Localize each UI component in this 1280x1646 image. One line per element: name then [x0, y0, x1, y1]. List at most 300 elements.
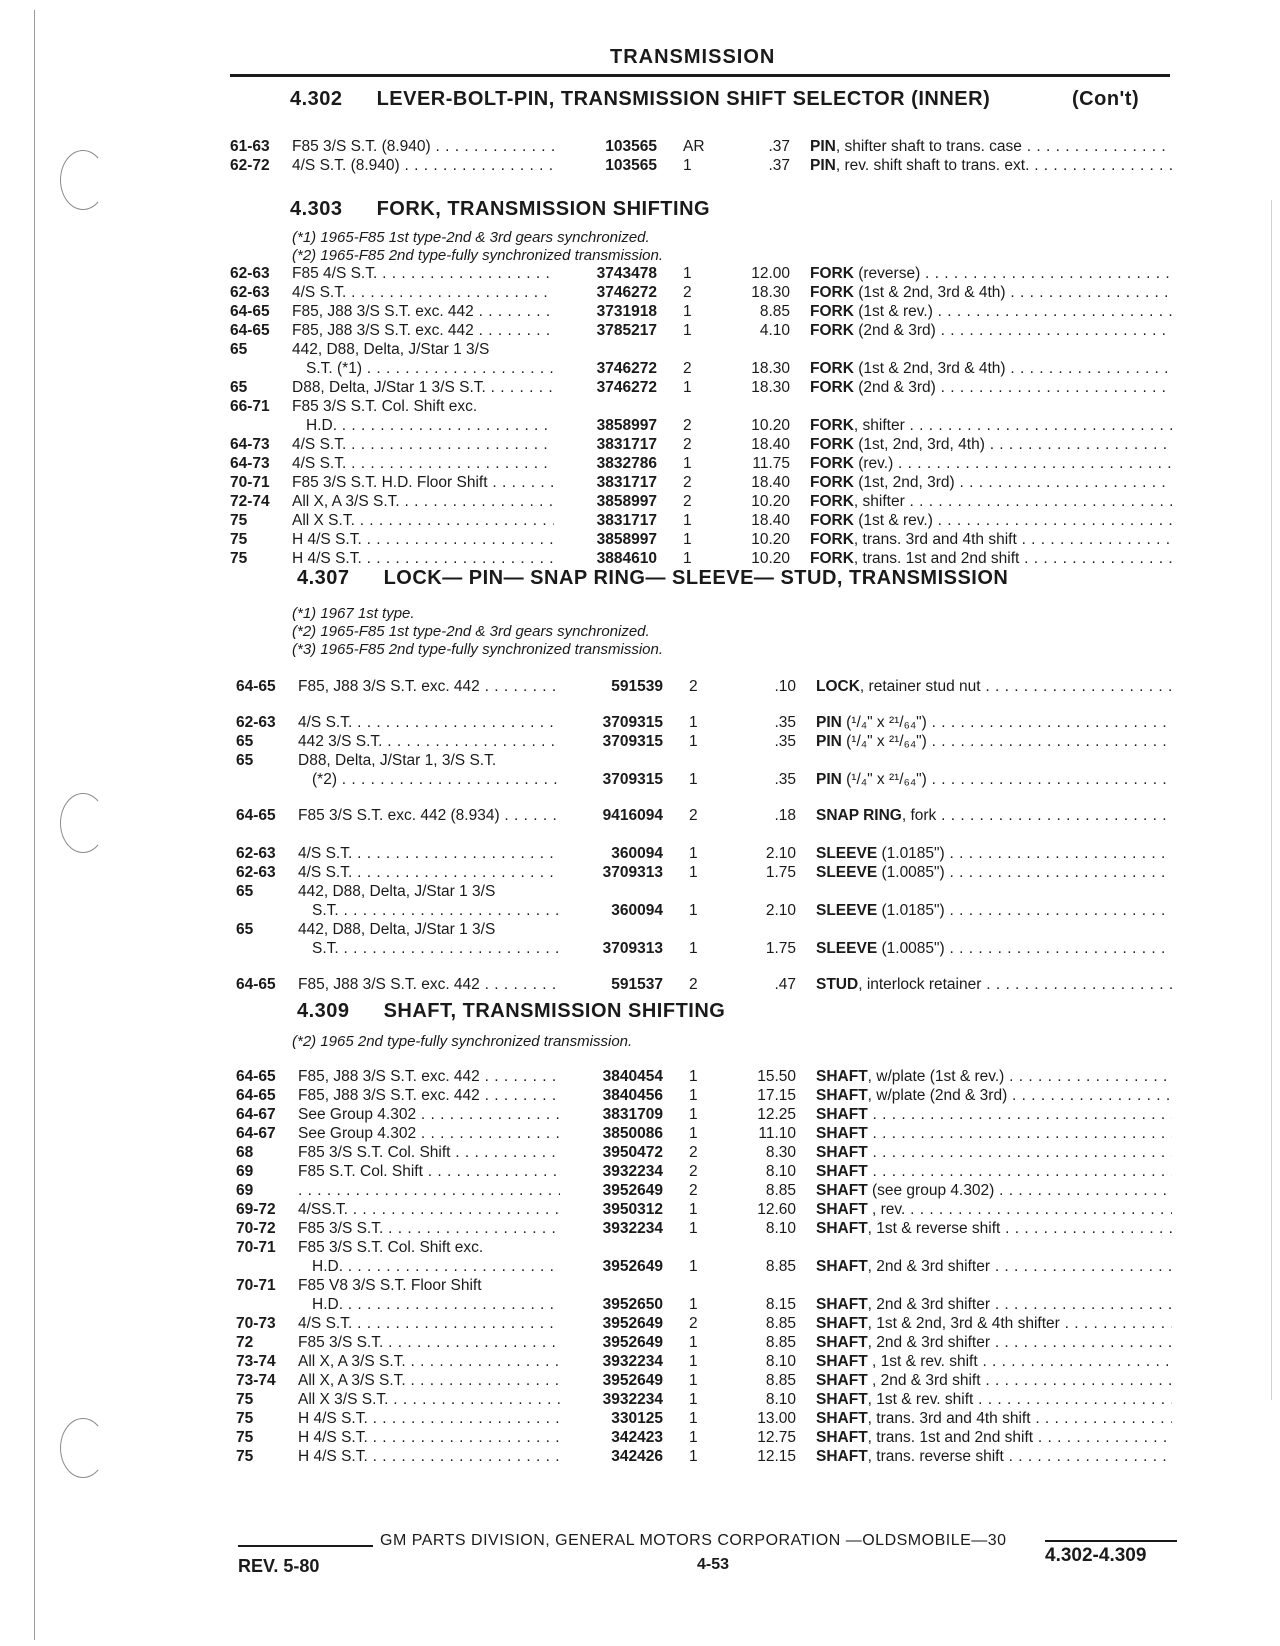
parts-row [0, 1143, 1280, 1163]
row-quantity: 1 [689, 1201, 698, 1218]
row-part-name-detail: (1st & 2nd, 3rd & 4th) [853, 360, 1006, 377]
row-quantity: AR [683, 138, 705, 155]
row-part-number: 3952649 [602, 1334, 663, 1351]
row-part-name-key: SHAFT [816, 1125, 868, 1142]
row-part-name-key: SLEEVE [816, 864, 878, 881]
section-name: LEVER-BOLT-PIN, TRANSMISSION SHIFT SELECTOR (INNER) [376, 88, 991, 110]
parts-row [0, 920, 1280, 940]
parts-row [0, 1409, 1280, 1429]
row-part-name [816, 1257, 1172, 1277]
row-part-name-key: SHAFT [816, 1391, 868, 1408]
section-title [297, 567, 1008, 590]
row-part-name-key: SHAFT [816, 1144, 868, 1161]
row-part-name [816, 1124, 1172, 1144]
row-description: H.D. . . . [312, 1257, 560, 1277]
row-price: 15.50 [757, 1068, 796, 1085]
row-part-name-detail: (2nd & 3rd) [853, 322, 936, 339]
parts-row [0, 863, 1280, 883]
parts-row [0, 1352, 1280, 1372]
row-year: 64-65 [236, 1087, 276, 1104]
row-description: 442, D88, Delta, J/Star 1 3/S [298, 883, 496, 900]
row-part-number: 3952649 [602, 1372, 663, 1389]
row-part-name-detail: , trans. 3rd and 4th shift [853, 531, 1017, 548]
section-continued-label: (Con't) [1072, 88, 1140, 110]
row-part-name-detail: , fork [901, 807, 937, 824]
row-year: 64-67 [236, 1125, 276, 1142]
row-part-number: 3858997 [596, 417, 657, 434]
row-part-name [816, 1105, 1172, 1125]
row-price: .35 [774, 733, 796, 750]
row-year: 73-74 [236, 1353, 276, 1370]
row-description: F85 3/S S.T. Col. Shift exc. [292, 398, 478, 415]
row-price: .35 [774, 771, 796, 788]
parts-row [0, 1219, 1280, 1239]
row-part-number: 3952649 [602, 1258, 663, 1275]
row-quantity: 1 [683, 157, 692, 174]
row-price: 10.20 [751, 550, 790, 567]
row-part-name [810, 416, 1172, 436]
row-price: 12.60 [757, 1201, 796, 1218]
row-price: 18.30 [751, 379, 790, 396]
row-price: .37 [768, 157, 790, 174]
row-part-number: 9416094 [602, 807, 663, 824]
row-part-name-detail: (1.0185") [877, 902, 945, 919]
row-part-name [816, 1409, 1172, 1429]
section-number: 4.309 [297, 1000, 350, 1022]
row-part-number: 3709315 [602, 771, 663, 788]
row-quantity: 1 [689, 1125, 698, 1142]
row-price: 10.20 [751, 493, 790, 510]
row-price: .35 [774, 714, 796, 731]
row-part-number: 3832786 [596, 455, 657, 472]
row-description: F85 3/S S.T. H.D. Floor Shift . . . [292, 473, 554, 493]
row-part-name [810, 302, 1172, 322]
row-part-name-detail: (¹/₄" x ²¹/₆₄") [841, 771, 927, 788]
row-part-name [816, 1200, 1172, 1220]
row-part-name-key: FORK [810, 474, 854, 491]
row-year: 72 [236, 1334, 254, 1351]
row-quantity: 1 [683, 550, 692, 567]
row-year: 64-73 [230, 455, 270, 472]
row-part-name-key: FORK [810, 284, 854, 301]
row-price: 8.85 [765, 1372, 796, 1389]
row-part-name [816, 1295, 1172, 1315]
row-part-number: 3709315 [602, 733, 663, 750]
row-description: D88, Delta, J/Star 1 3/S S.T. . . . [292, 378, 554, 398]
row-year: 62-63 [230, 265, 270, 282]
row-price: 18.40 [751, 512, 790, 529]
row-part-name [810, 283, 1172, 303]
row-price: .10 [774, 678, 796, 695]
section-note: (*2) 1965-F85 2nd type-fully synchronized transmission. [292, 247, 664, 264]
row-part-number: 360094 [611, 902, 663, 919]
row-part-number: 3952649 [602, 1182, 663, 1199]
page-header-title: TRANSMISSION [610, 46, 776, 68]
row-year: 73-74 [236, 1372, 276, 1389]
row-part-name-key: PIN [810, 138, 836, 155]
row-quantity: 1 [689, 714, 698, 731]
row-year: 65 [236, 752, 254, 769]
row-part-name-detail: (1st, 2nd, 3rd) [853, 474, 955, 491]
parts-row [0, 530, 1280, 550]
row-description: 4/S S.T. . . . [298, 1314, 560, 1334]
row-part-name [810, 435, 1172, 455]
row-part-number: 103565 [605, 138, 657, 155]
row-part-name-detail: (see group 4.302) [867, 1182, 995, 1199]
row-part-number: 103565 [605, 157, 657, 174]
row-description: All X, A 3/S S.T. . . . [292, 492, 554, 512]
row-year: 69-72 [236, 1201, 276, 1218]
row-part-number: 3743478 [596, 265, 657, 282]
row-part-number: 330125 [611, 1410, 663, 1427]
section-note: (*2) 1965 2nd type-fully synchronized transmission. [292, 1033, 633, 1050]
row-year: 65 [230, 379, 248, 396]
row-description: 4/S S.T. (8.940) . . . [292, 156, 554, 176]
section-name: LOCK— PIN— SNAP RING— SLEEVE— STUD, TRANSMISSION [383, 567, 1009, 589]
row-price: 8.85 [759, 303, 790, 320]
row-part-name [816, 1219, 1172, 1239]
row-description: 4/SS.T. . . . [298, 1200, 560, 1220]
row-price: 11.75 [752, 455, 790, 472]
row-part-number: 3746272 [596, 360, 657, 377]
section-number: 4.302 [290, 88, 343, 110]
row-quantity: 2 [683, 417, 692, 434]
row-price: 18.40 [751, 474, 790, 491]
row-part-name [810, 156, 1172, 176]
row-part-name [816, 901, 1172, 921]
row-part-name-key: SHAFT [816, 1448, 868, 1465]
row-part-name-detail: , trans. reverse shift [867, 1448, 1004, 1465]
row-part-name [810, 264, 1172, 284]
footer-group-range: 4.302-4.309 [1045, 1545, 1147, 1566]
row-quantity: 1 [689, 1372, 698, 1389]
parts-row [0, 511, 1280, 531]
row-part-name-key: PIN [810, 157, 836, 174]
row-price: 8.85 [765, 1334, 796, 1351]
row-year: 64-65 [236, 678, 276, 695]
section-title [290, 198, 710, 221]
parts-row [0, 1447, 1280, 1467]
row-part-name-key: PIN [816, 771, 842, 788]
row-part-name [816, 863, 1172, 883]
row-part-number: 3840456 [602, 1087, 663, 1104]
row-part-name-detail: (2nd & 3rd) [853, 379, 936, 396]
row-part-number: 3831717 [596, 512, 657, 529]
row-part-name-key: SNAP RING [816, 807, 902, 824]
row-part-name [816, 732, 1172, 752]
row-description: F85, J88 3/S S.T. exc. 442 . . . [298, 677, 560, 697]
footer-rule-right [1045, 1540, 1177, 1542]
row-part-name-key: SHAFT [816, 1410, 868, 1427]
row-year: 70-71 [236, 1239, 276, 1256]
row-part-name-detail: , 2nd & 3rd shift [867, 1372, 981, 1389]
row-price: 8.85 [765, 1182, 796, 1199]
parts-row [0, 939, 1280, 959]
row-part-name-key: SHAFT [816, 1220, 868, 1237]
row-description: All X, A 3/S S.T. . . . [298, 1371, 560, 1391]
row-quantity: 2 [689, 1182, 698, 1199]
row-part-number: 342426 [611, 1448, 663, 1465]
row-year: 75 [236, 1448, 254, 1465]
row-part-name [816, 1314, 1172, 1334]
row-part-name [810, 137, 1172, 157]
row-part-name-key: SHAFT [816, 1163, 868, 1180]
row-part-number: 3850086 [602, 1125, 663, 1142]
parts-row [0, 1428, 1280, 1448]
row-part-name-detail: (1st & rev.) [853, 512, 933, 529]
row-quantity: 1 [689, 1448, 698, 1465]
row-description: F85, J88 3/S S.T. exc. 442 . . . [292, 321, 554, 341]
row-price: 8.10 [765, 1220, 796, 1237]
row-quantity: 2 [689, 1144, 698, 1161]
row-quantity: 1 [689, 1106, 698, 1123]
footer-division: GM PARTS DIVISION, GENERAL MOTORS CORPORATION —OLDSMOBILE—30 [380, 1532, 1007, 1549]
row-description: F85 3/S S.T. Col. Shift exc. [298, 1239, 484, 1256]
section-title [297, 1000, 725, 1023]
row-description: H 4/S S.T. . . . [298, 1447, 560, 1467]
footer-rule-left [238, 1545, 373, 1547]
row-quantity: 1 [683, 303, 692, 320]
row-year: 62-72 [230, 157, 270, 174]
row-price: 4.10 [759, 322, 790, 339]
parts-row [0, 283, 1280, 303]
row-description: 4/S S.T. . . . [292, 435, 554, 455]
row-part-name [816, 1390, 1172, 1410]
row-part-name-key: SHAFT [816, 1429, 868, 1446]
row-part-name [816, 1428, 1172, 1448]
parts-row [0, 882, 1280, 902]
row-description: F85, J88 3/S S.T. exc. 442 . . . [292, 302, 554, 322]
row-part-name-detail: (reverse) [853, 265, 921, 282]
row-description: F85 3/S S.T. exc. 442 (8.934) . . . [298, 806, 560, 826]
row-part-number: 3785217 [596, 322, 657, 339]
parts-row [0, 1314, 1280, 1334]
row-quantity: 1 [683, 512, 692, 529]
row-quantity: 2 [683, 436, 692, 453]
row-part-name-key: SLEEVE [816, 902, 878, 919]
section-note: (*1) 1967 1st type. [292, 605, 415, 622]
row-part-name-detail: (1st & 2nd, 3rd & 4th) [853, 284, 1006, 301]
row-quantity: 2 [683, 360, 692, 377]
row-part-name-key: SHAFT [816, 1106, 868, 1123]
row-price: 12.25 [757, 1106, 796, 1123]
row-part-name [816, 844, 1172, 864]
row-quantity: 1 [689, 1429, 698, 1446]
row-part-number: 360094 [611, 845, 663, 862]
row-year: 64-73 [230, 436, 270, 453]
row-price: 18.30 [751, 360, 790, 377]
row-part-number: 3932234 [602, 1220, 663, 1237]
row-quantity: 2 [689, 678, 698, 695]
parts-row [0, 378, 1280, 398]
row-part-name-detail: (1.0085") [877, 940, 945, 957]
row-price: .37 [768, 138, 790, 155]
row-part-number: 3709313 [602, 864, 663, 881]
section-name: SHAFT, TRANSMISSION SHIFTING [383, 1000, 726, 1022]
row-part-name [816, 1067, 1172, 1087]
row-year: 75 [230, 512, 248, 529]
row-part-name-detail: , w/plate (1st & rev.) [867, 1068, 1005, 1085]
parts-row [0, 1295, 1280, 1315]
row-year: 62-63 [230, 284, 270, 301]
row-part-name [816, 1162, 1172, 1182]
row-description: F85, J88 3/S S.T. exc. 442 . . . [298, 975, 560, 995]
row-price: 12.15 [757, 1448, 796, 1465]
row-part-name-key: SHAFT [816, 1296, 868, 1313]
row-price: 8.10 [765, 1353, 796, 1370]
row-description: F85 3/S S.T. . . . [298, 1333, 560, 1353]
section-name: FORK, TRANSMISSION SHIFTING [376, 198, 711, 220]
row-quantity: 2 [689, 1163, 698, 1180]
row-quantity: 1 [689, 1087, 698, 1104]
parts-row [0, 1105, 1280, 1125]
row-part-name [810, 454, 1172, 474]
row-price: 8.10 [765, 1391, 796, 1408]
row-part-name [816, 770, 1172, 790]
row-part-name-key: FORK [810, 436, 854, 453]
parts-row [0, 1067, 1280, 1087]
row-part-name-detail: , rev. [867, 1201, 906, 1218]
row-part-name [816, 1333, 1172, 1353]
row-part-name-key: SHAFT [816, 1315, 868, 1332]
parts-row [0, 321, 1280, 341]
row-price: 10.20 [751, 417, 790, 434]
row-part-name-key: SHAFT [816, 1372, 868, 1389]
row-quantity: 1 [689, 902, 698, 919]
row-part-name-key: SHAFT [816, 1201, 868, 1218]
row-part-name-detail: (1st & rev.) [853, 303, 933, 320]
row-part-name-key: FORK [810, 379, 854, 396]
row-part-number: 342423 [611, 1429, 663, 1446]
row-part-name [810, 492, 1172, 512]
row-part-name-key: LOCK [816, 678, 860, 695]
row-quantity: 1 [683, 265, 692, 282]
row-price: 8.30 [765, 1144, 796, 1161]
row-description: S.T. . . . [312, 939, 560, 959]
row-year: 66-71 [230, 398, 270, 415]
row-part-name-key: FORK [810, 493, 854, 510]
row-part-name [810, 549, 1172, 569]
row-part-name-detail: (¹/₄" x ²¹/₆₄") [841, 714, 927, 731]
row-part-name-detail: , 1st & rev. shift [867, 1391, 974, 1408]
section-number: 4.303 [290, 198, 343, 220]
row-description: All X S.T. . . . [292, 511, 554, 531]
row-description: H 4/S S.T. . . . [292, 530, 554, 550]
row-description [298, 1181, 560, 1201]
row-part-name-key: FORK [810, 455, 854, 472]
row-price: 1.75 [765, 940, 796, 957]
row-description: F85 4/S S.T. . . . [292, 264, 554, 284]
row-price: 18.30 [751, 284, 790, 301]
row-description: H 4/S S.T. . . . [298, 1428, 560, 1448]
row-year: 65 [230, 341, 248, 358]
row-year: 75 [230, 550, 248, 567]
row-part-name-detail: (1st, 2nd, 3rd, 4th) [853, 436, 985, 453]
row-quantity: 2 [689, 976, 698, 993]
header-rule [230, 74, 1170, 77]
row-part-number: 3950312 [602, 1201, 663, 1218]
row-description: See Group 4.302 . . . [298, 1105, 560, 1125]
row-year: 64-65 [236, 1068, 276, 1085]
row-description: 442, D88, Delta, J/Star 1 3/S [298, 921, 496, 938]
row-part-name-key: FORK [810, 303, 854, 320]
row-part-number: 3831709 [602, 1106, 663, 1123]
row-part-number: 3709313 [602, 940, 663, 957]
row-part-number: 591539 [611, 678, 663, 695]
parts-row [0, 340, 1280, 360]
row-quantity: 1 [689, 864, 698, 881]
row-year: 62-63 [236, 845, 276, 862]
row-year: 70-73 [236, 1315, 276, 1332]
row-year: 64-65 [236, 976, 276, 993]
row-year: 64-65 [236, 807, 276, 824]
row-part-name-key: FORK [810, 265, 854, 282]
row-quantity: 1 [683, 322, 692, 339]
row-year: 70-71 [236, 1277, 276, 1294]
row-year: 64-65 [230, 303, 270, 320]
row-part-name [816, 806, 1172, 826]
parts-row [0, 1257, 1280, 1277]
parts-row [0, 1200, 1280, 1220]
row-description: H.D. . . . [306, 416, 554, 436]
row-price: 2.10 [765, 902, 796, 919]
row-part-name-detail: , 1st & 2nd, 3rd & 4th shifter [867, 1315, 1060, 1332]
row-year: 64-65 [230, 322, 270, 339]
row-part-name [816, 1447, 1172, 1467]
row-part-name-detail: , rev. shift shaft to trans. ext. [835, 157, 1030, 174]
row-part-name-key: SHAFT [816, 1087, 868, 1104]
row-price: .18 [774, 807, 796, 824]
row-part-number: 3858997 [596, 493, 657, 510]
row-part-name-detail: , trans. 1st and 2nd shift [867, 1429, 1034, 1446]
row-part-name-detail: , 1st & rev. shift [867, 1353, 978, 1370]
row-quantity: 1 [683, 379, 692, 396]
row-year: 70-72 [236, 1220, 276, 1237]
row-price: 8.10 [765, 1163, 796, 1180]
row-part-name-key: SHAFT [816, 1353, 868, 1370]
row-part-name-key: SLEEVE [816, 845, 878, 862]
row-description: F85 S.T. Col. Shift . . . [298, 1162, 560, 1182]
row-part-name [816, 1352, 1172, 1372]
row-year: 75 [230, 531, 248, 548]
row-quantity: 1 [689, 1391, 698, 1408]
parts-row [0, 751, 1280, 771]
row-part-name-key: FORK [810, 531, 854, 548]
row-price: 11.10 [758, 1125, 796, 1142]
row-quantity: 1 [689, 1353, 698, 1370]
row-part-name-detail: (1.0185") [877, 845, 945, 862]
row-description: S.T. (*1) . . . [306, 359, 554, 379]
row-part-name [816, 975, 1172, 995]
row-quantity: 1 [689, 1410, 698, 1427]
row-price: 18.40 [751, 436, 790, 453]
row-year: 68 [236, 1144, 254, 1161]
row-part-name-key: FORK [810, 512, 854, 529]
row-part-name-detail: , 2nd & 3rd shifter [867, 1334, 991, 1351]
row-quantity: 1 [689, 1334, 698, 1351]
parts-row [0, 156, 1280, 176]
row-part-name-detail: , 1st & reverse shift [867, 1220, 1001, 1237]
row-part-number: 3932234 [602, 1391, 663, 1408]
row-year: 65 [236, 921, 254, 938]
row-quantity: 2 [683, 474, 692, 491]
row-description: H 4/S S.T. . . . [298, 1409, 560, 1429]
row-part-name-key: FORK [810, 417, 854, 434]
parts-row [0, 975, 1280, 995]
row-description: D88, Delta, J/Star 1, 3/S S.T. [298, 752, 497, 769]
parts-row [0, 454, 1280, 474]
row-quantity: 1 [689, 1258, 698, 1275]
